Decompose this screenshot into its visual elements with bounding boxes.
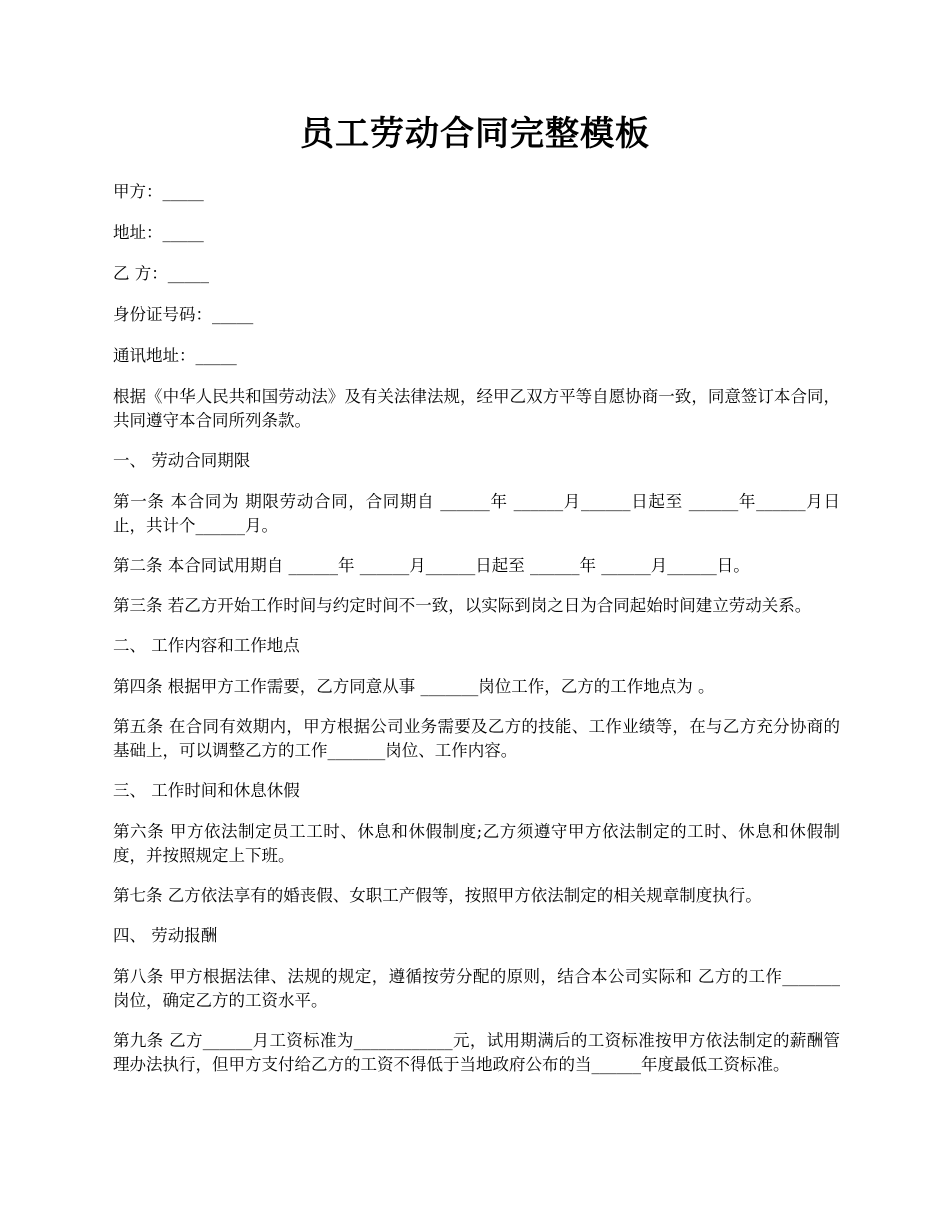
article-9: 第九条 乙方______月工资标准为____________元，试用期满后的工资标准按甲方依法制定的薪酬管理办法执行，但甲方支付给乙方的工资不得低于当地政府公布的当______年度最低工资标准。 — [113, 1031, 840, 1074]
article-2: 第二条 本合同试用期自 ______年 ______月______日起至 ______年 ______月______日。 — [113, 556, 750, 575]
section-heading-work-hours: 三、 工作时间和休息休假 — [113, 781, 300, 800]
section-heading-work-content: 二、 工作内容和工作地点 — [113, 636, 300, 655]
mailing-address-field: 通讯地址：_____ — [113, 346, 237, 365]
address-field: 地址：_____ — [113, 223, 204, 242]
document-title: 员工劳动合同完整模板 — [300, 114, 650, 154]
document-body — [113, 180, 840, 1093]
article-4: 第四条 根据甲方工作需要，乙方同意从事 _______岗位工作，乙方的工作地点为 。 — [113, 677, 715, 696]
preamble-paragraph: 根据《中华人民共和国劳动法》及有关法律法规，经甲乙双方平等自愿协商一致，同意签订本合同，共同遵守本合同所列条款。 — [113, 387, 840, 430]
article-3: 第三条 若乙方开始工作时间与约定时间不一致，以实际到岗之日为合同起始时间建立劳动关系。 — [113, 596, 812, 615]
article-7: 第七条 乙方依法享有的婚丧假、女职工产假等，按照甲方依法制定的相关规章制度执行。 — [113, 886, 762, 905]
section-heading-compensation: 四、 劳动报酬 — [113, 926, 218, 945]
article-6: 第六条 甲方依法制定员工工时、休息和休假制度;乙方须遵守甲方依法制定的工时、休息和休假制度，并按照规定上下班。 — [113, 822, 840, 865]
party-b-field: 乙 方：_____ — [113, 264, 209, 283]
article-5: 第五条 在合同有效期内，甲方根据公司业务需要及乙方的技能、工作业绩等，在与乙方充分协商的基础上，可以调整乙方的工作_______岗位、工作内容。 — [113, 717, 840, 760]
party-a-field: 甲方：_____ — [113, 182, 204, 201]
article-8: 第八条 甲方根据法律、法规的规定，遵循按劳分配的原则，结合本公司实际和 乙方的工作_______岗位，确定乙方的工资水平。 — [113, 967, 840, 1010]
section-heading-term: 一、 劳动合同期限 — [113, 451, 251, 470]
article-1: 第一条 本合同为 期限劳动合同，合同期自 ______年 ______月______日起至 ______年______月日止，共计个______月。 — [113, 492, 840, 535]
id-number-field: 身份证号码：_____ — [113, 305, 254, 324]
